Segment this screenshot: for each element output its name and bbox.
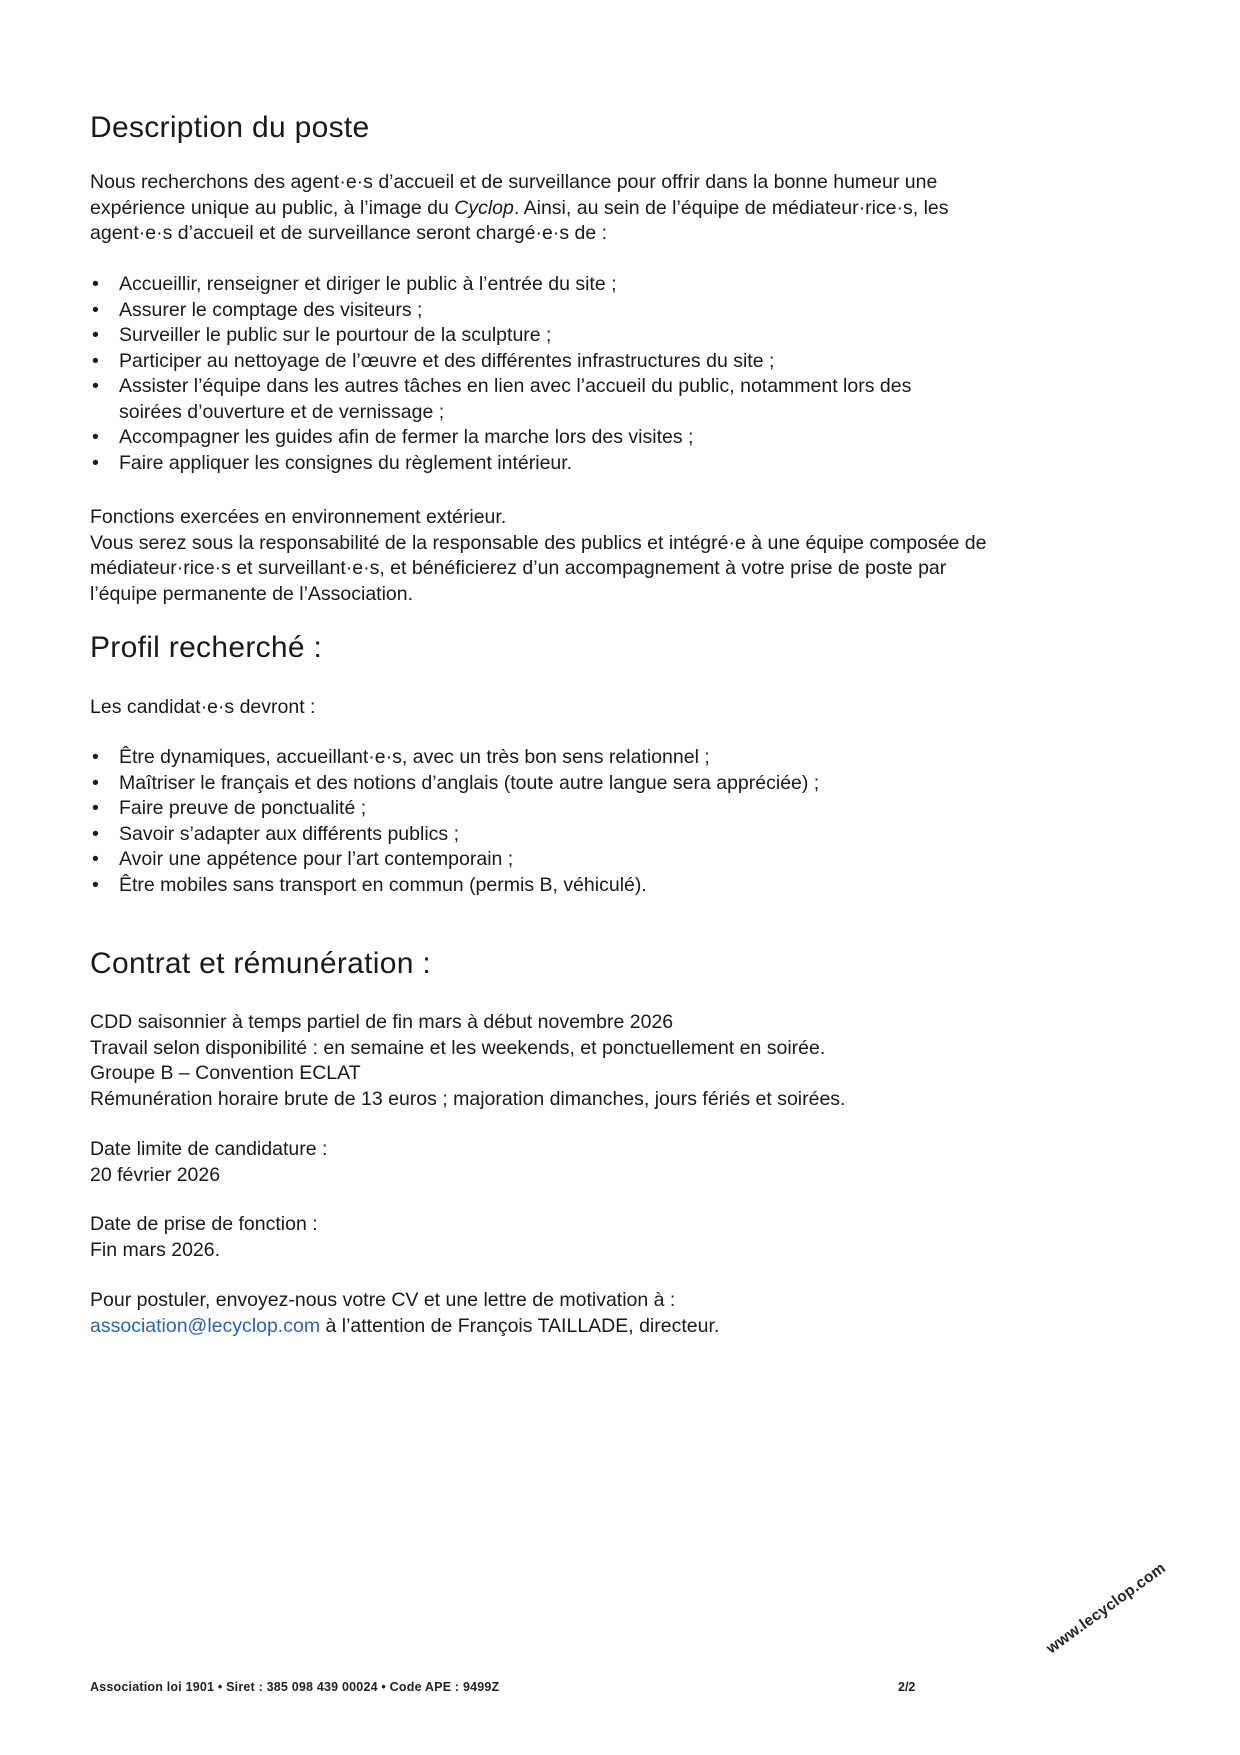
list-item: • Assister l’équipe dans les autres tâches en lien avec l’accueil du public, notamment lors des [90,374,1130,400]
bullet-icon: • [92,822,99,845]
list-item: • Accueillir, renseigner et diriger le public à l’entrée du site ; [90,272,1130,298]
after-line-4: l’équipe permanente de l’Association. [90,582,414,605]
description-bullet-list [90,272,1130,476]
list-item: • Surveiller le public sur le pourtour de la sculpture ; [90,323,1130,349]
section-title-profil: Profil recherché : [90,631,323,664]
start-label: Date de prise de fonction : [90,1213,318,1235]
contrat-details: CDD saisonnier à temps partiel de fin mars à début novembre 2026 Travail selon disponibilité : en semaine et les weekends, et ponctuellement en soirée. Groupe B – Convention ECLAT Rémunération horaire brute de 13 euros ; majoration dimanches, jours fériés et soirées. [90,1011,846,1110]
list-item: • Assurer le comptage des visiteurs ; [90,298,1130,324]
apply-contact: association@lecyclop.com à l’attention de François TAILLADE, directeur. [90,1314,720,1337]
deadline-block [90,1137,1130,1188]
bullet-icon: • [92,873,99,896]
deadline-value: 20 février 2026 [90,1163,221,1186]
list-item: • Être dynamiques, accueillant·e·s, avec un très bon sens relationnel ; [90,745,1130,771]
list-item: • Être mobiles sans transport en commun (permis B, véhiculé). [90,873,1130,899]
email-link[interactable]: association@lecyclop.com [90,1314,321,1337]
profil-intro: Les candidat·e·s devront : [90,696,316,718]
list-item: • Savoir s’adapter aux différents publics ; [90,822,1130,848]
start-block [90,1212,1130,1263]
bullet-icon: • [92,298,99,321]
deadline-label: Date limite de candidature : [90,1138,328,1160]
cyclop-italic: Cyclop [454,196,514,219]
footer-website-url[interactable]: www.lecyclop.com [1043,1559,1170,1658]
bullet-icon: • [92,273,99,295]
apply-block [90,1288,1130,1339]
intro-line-3: agent·e·s d’accueil et de surveillance seront chargé·e·s de : [90,222,608,244]
bullet-icon: • [92,375,99,397]
footer-legal: Association loi 1901 • Siret : 385 098 439 00024 • Code APE : 9499Z [90,1680,500,1694]
intro-line-1: Nous recherchons des agent·e·s d’accueil et de surveillance pour offrir dans la bonne humeur une [90,171,938,193]
list-item: • Faire appliquer les consignes du règlement intérieur. [90,451,1130,477]
list-item: • Avoir une appétence pour l’art contemporain ; [90,847,1130,873]
page-number: 2/2 [898,1680,916,1694]
bullet-icon: • [92,426,99,448]
after-line-2: Vous serez sous la responsabilité de la responsable des publics et intégré·e à une équipe composée de [90,531,987,554]
profil-bullet-list [90,745,1130,898]
list-item: • Maîtriser le français et des notions d’anglais (toute autre langue sera appréciée) ; [90,771,1130,797]
after-line-3: médiateur·rice·s et surveillant·e·s, et bénéficierez d’un accompagnement à votre prise de poste par [90,557,947,579]
bullet-icon: • [92,848,99,870]
intro-line-2: expérience unique au public, à l’image du Cyclop. Ainsi, au sein de l’équipe de médiateur·rice·s, les [90,196,949,219]
bullet-icon: • [92,451,99,474]
bullet-icon: • [92,746,99,768]
section-title-contrat: Contrat et rémunération : [90,947,432,980]
after-line-1: Fonctions exercées en environnement extérieur. [90,506,507,528]
description-intro [90,170,1130,247]
apply-line: Pour postuler, envoyez-nous votre CV et une lettre de motivation à : [90,1289,676,1311]
description-after [90,505,1130,607]
list-item: • Participer au nettoyage de l’œuvre et des différentes infrastructures du site ; [90,349,1130,375]
bullet-icon: • [92,324,99,346]
bullet-icon: • [92,797,99,819]
bullet-icon: • [92,349,99,372]
list-item-continuation: soirées d’ouverture et de vernissage ; [119,400,445,423]
section-title-description: Description du poste [90,111,370,144]
list-item: • Accompagner les guides afin de fermer la marche lors des visites ; [90,425,1130,451]
start-value: Fin mars 2026. [90,1238,221,1261]
list-item: • Faire preuve de ponctualité ; [90,796,1130,822]
bullet-icon: • [92,771,99,794]
